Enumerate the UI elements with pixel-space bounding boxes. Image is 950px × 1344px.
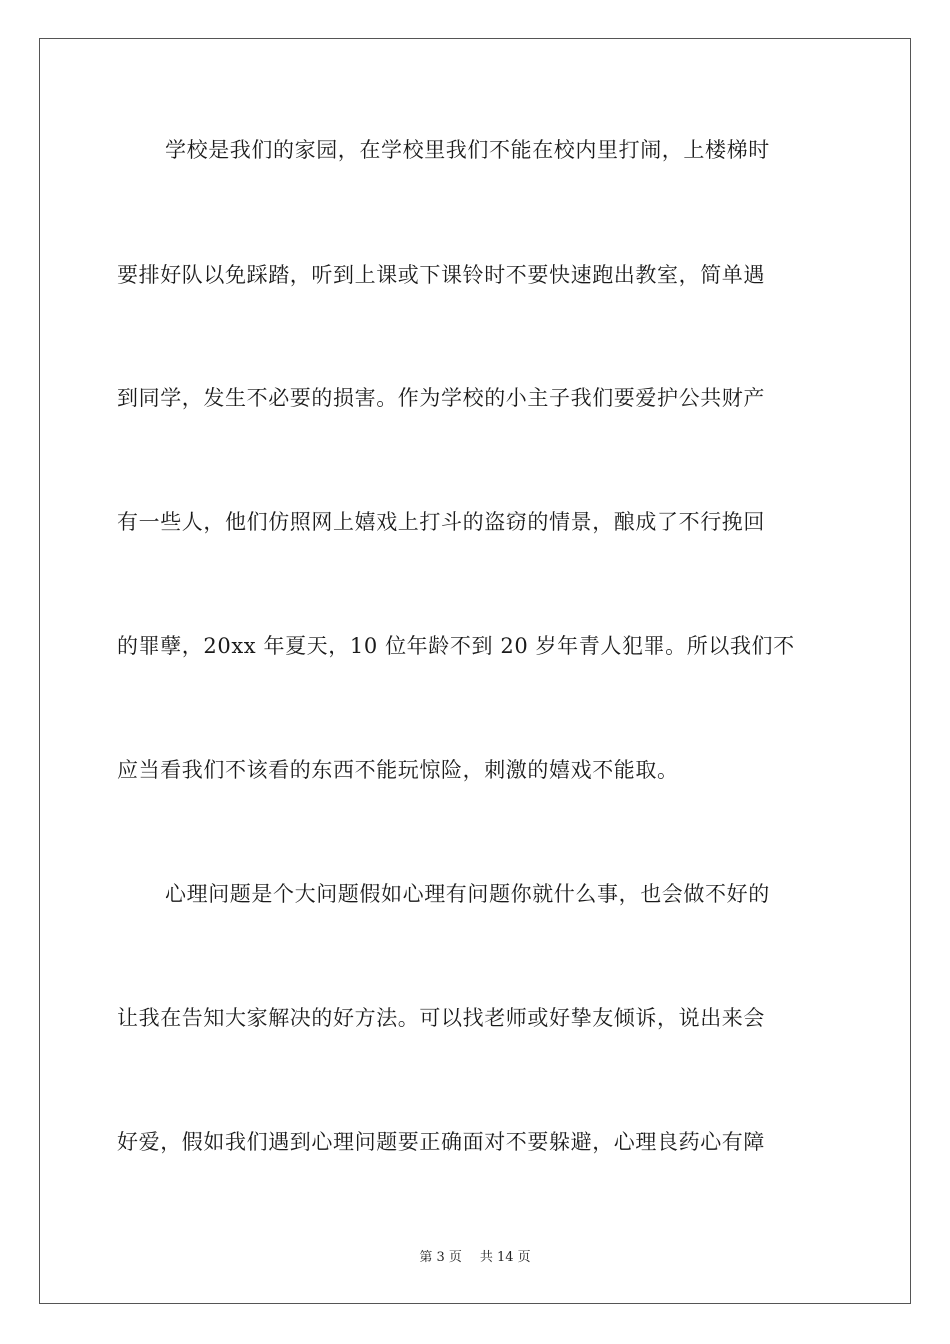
paragraph-1-line-3: 到同学，发生不必要的损害。作为学校的小主子我们要爱护公共财产 (117, 386, 765, 410)
paragraph-1-line-1: 学校是我们的家园，在学校里我们不能在校内里打闹，上楼梯时 (165, 138, 770, 162)
page-number: 第 3 页 (419, 1250, 462, 1265)
paragraph-1-line-6: 应当看我们不该看的东西不能玩惊险，刺激的嬉戏不能取。 (117, 758, 679, 782)
paragraph-1-line-2: 要排好队以免踩踏，听到上课或下课铃时不要快速跑出教室，简单遇 (117, 263, 765, 287)
paragraph-2-line-2: 让我在告知大家解决的好方法。可以找老师或好挚友倾诉，说出来会 (117, 1006, 765, 1030)
paragraph-2-line-1: 心理问题是个大问题假如心理有问题你就什么事，也会做不好的 (165, 882, 770, 906)
page-total: 共 14 页 (479, 1250, 531, 1265)
paragraph-2-line-3: 好爱，假如我们遇到心理问题要正确面对不要躲避，心理良药心有障 (117, 1130, 765, 1154)
paragraph-1-line-4: 有一些人，他们仿照网上嬉戏上打斗的盗窃的情景，酿成了不行挽回 (117, 510, 765, 534)
paragraph-1-line-5: 的罪孽，20xx 年夏天，10 位年龄不到 20 岁年青人犯罪。所以我们不 (117, 634, 795, 658)
page-footer (0, 1250, 950, 1266)
page-border (39, 38, 911, 1304)
